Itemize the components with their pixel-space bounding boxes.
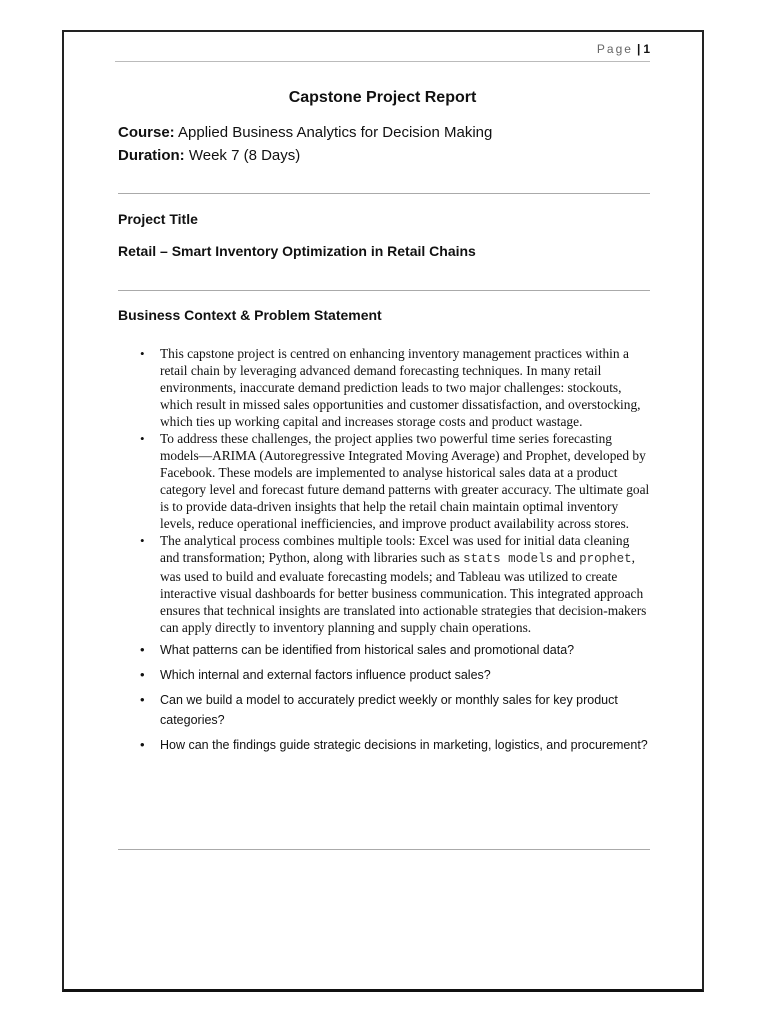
bullet-icon: •: [140, 642, 145, 657]
bullet-icon: •: [140, 737, 145, 752]
duration-label: Duration:: [118, 147, 185, 164]
list-item: [136, 430, 650, 532]
question-text: Can we build a model to accurately predict weekly or monthly sales for key product categories?: [160, 693, 618, 727]
section-divider: [118, 193, 650, 194]
question-text: How can the findings guide strategic decisions in marketing, logistics, and procurement?: [160, 738, 648, 752]
list-item: [136, 345, 650, 430]
paragraph-text: and: [553, 550, 580, 565]
page-header: [115, 42, 650, 56]
list-item: [136, 735, 650, 755]
bullet-icon: •: [140, 692, 145, 707]
question-text: Which internal and external factors influence product sales?: [160, 668, 491, 682]
section-divider: [118, 290, 650, 291]
bullet-icon: •: [140, 533, 145, 548]
page-separator: |: [636, 42, 641, 56]
course-label: Course:: [118, 124, 175, 141]
code-prophet: prophet: [579, 552, 632, 566]
duration-value: Week 7 (8 Days): [188, 147, 301, 164]
bullet-icon: •: [140, 667, 145, 682]
page-label: Page: [596, 42, 633, 56]
duration-line: [118, 147, 300, 164]
paragraph-text: This capstone project is centred on enhancing inventory management practices within a retail chain by leveraging advanced demand forecasting techniques. In many retail environments, inaccurate demand prediction leads to two major challenges: stockouts, which result in missed sales opportunities and customer dissatisfaction, and overstocking, which ties up working capital and increases storage costs and product wastage.: [160, 346, 641, 429]
project-title: Retail – Smart Inventory Optimization in Retail Chains: [118, 243, 476, 259]
bullet-icon: •: [140, 431, 145, 446]
list-item: [136, 690, 650, 730]
bullet-icon: •: [140, 346, 145, 361]
course-value: Applied Business Analytics for Decision Making: [178, 124, 493, 141]
page-number: 1: [643, 42, 650, 56]
list-item: [136, 640, 650, 660]
section-divider: [118, 849, 650, 850]
course-line: [118, 124, 492, 141]
project-title-heading: Project Title: [118, 211, 198, 227]
document-title: Capstone Project Report: [288, 89, 477, 106]
context-bullet-list: [136, 345, 650, 760]
paragraph-text: To address these challenges, the project applies two powerful time series forecasting models—ARIMA (Autoregressive Integrated Moving Average) and Prophet, developed by Facebook. These models are implemented to analyse historical sales data at a product category level and forecast future demand patterns with greater accuracy. The ultimate goal is to provide data-driven insights that help the retail chain maintain optimal inventory levels, reduce operational inefficiencies, and improve product availability across stores.: [160, 431, 650, 531]
context-heading: Business Context & Problem Statement: [118, 307, 382, 323]
list-item: [136, 665, 650, 685]
question-text: What patterns can be identified from historical sales and promotional data?: [160, 643, 575, 657]
header-divider: [115, 61, 650, 62]
paragraph-text: , was used to build and evaluate forecasting models; and Tableau was utilized to create interactive visual dashboards for better business communication. This integrated approach ensures that technical insights are translated into actionable strategies that decision-makers can apply directly to inventory planning and supply chain operations.: [160, 550, 647, 635]
list-item: [136, 532, 650, 636]
code-statsmodels: stats models: [463, 552, 554, 566]
paragraph-text: The analytical process combines multiple tools: Excel was used for initial data cleaning and transformation; Python, along with libraries such as: [160, 533, 630, 565]
